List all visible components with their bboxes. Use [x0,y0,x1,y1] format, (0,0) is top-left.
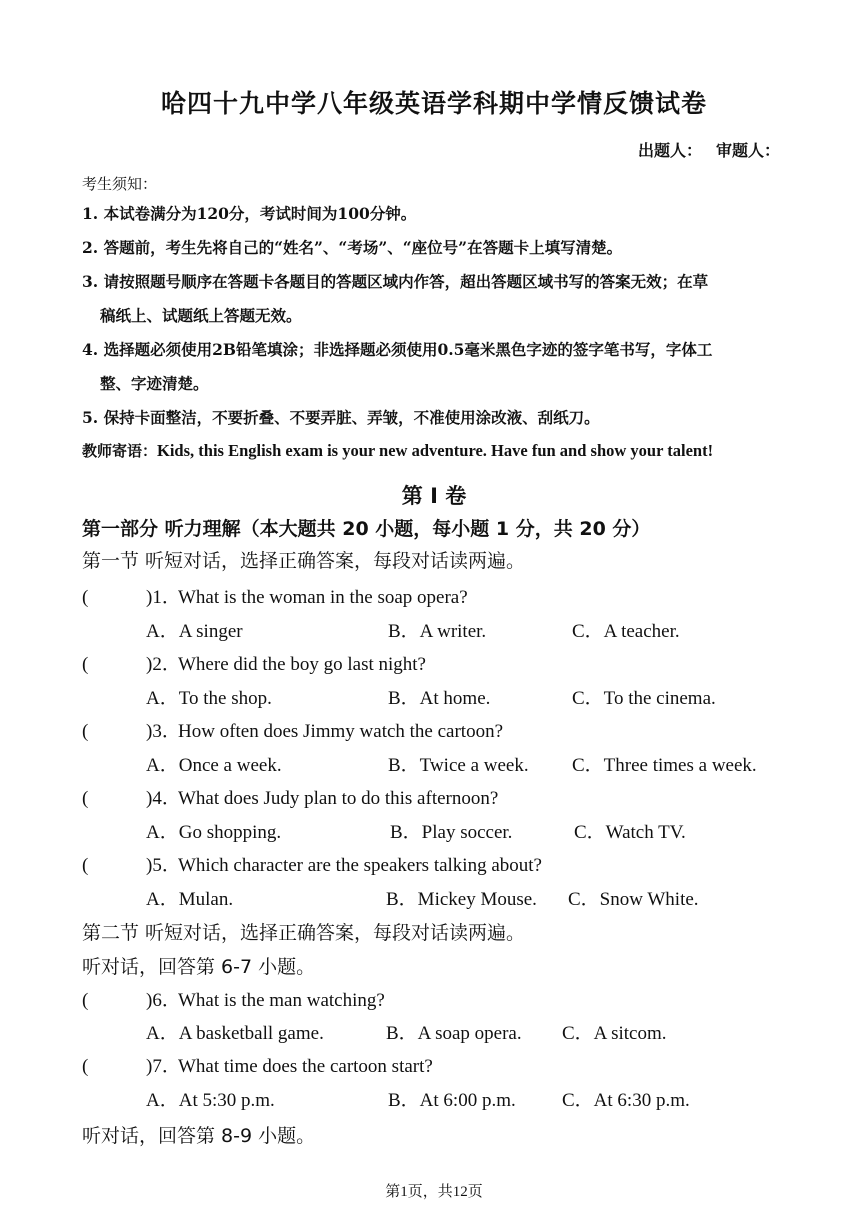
rule-text: 4. 选择题必须使用2B铅笔填涂；非选择题必须使用0.5毫米黑色字迹的签字笔书写，字体工 [82,340,713,359]
option-c: C．At 6:30 p.m. [562,1090,690,1111]
option-b: B．A writer. [388,621,487,642]
option-c: C．A teacher. [572,621,680,642]
option-c: C．A sitcom. [562,1023,667,1044]
rule-text: 5. 保持卡面整洁，不要折叠、不要弄脏、弄皱，不准使用涂改液、刮纸刀。 [82,408,600,427]
option-b: B．At home. [388,688,491,709]
option-a: A．Once a week. [146,755,282,776]
question-text: How often does Jimmy watch the cartoon? [178,721,504,742]
volume-heading: 第 I 卷 [401,484,467,508]
question-number: )3． [146,721,181,742]
question-5 [82,850,542,877]
teacher-label: 教师寄语： [82,442,158,460]
answer-blank[interactable]: ( [82,855,89,876]
option-b: B．A soap opera. [386,1023,522,1044]
answer-blank[interactable]: ( [82,788,89,809]
answer-blank[interactable]: ( [82,721,89,742]
question-number: )1． [146,587,181,608]
subheading-6-7: 听对话，回答第 6-7 小题。 [82,956,316,978]
question-number: )6． [146,990,181,1011]
rule-1 [82,197,797,231]
rule-text: 3. 请按照题号顺序在答题卡各题目的答题区域内作答，超出答题区域书写的答案无效；在草 [82,272,709,291]
rule-3 [82,265,797,333]
rule-text: 1. 本试卷满分为120分，考试时间为100分钟。 [82,204,417,223]
rule-text: 2. 答题前，考生先将自己的“姓名”、“考场”、“座位号”在答题卡上填写清楚。 [82,238,623,257]
answer-blank[interactable]: ( [82,654,89,675]
rule-5 [82,401,797,435]
question-text: Where did the boy go last night? [178,654,426,675]
option-a: A．Mulan. [146,889,234,910]
option-b: B．Play soccer. [390,822,513,843]
question-text: What time does the cartoon start? [178,1056,433,1077]
question-number: )5． [146,855,181,876]
part-heading: 第一部分 听力理解（本大题共 20 小题，每小题 1 分，共 20 分） [82,518,651,540]
question-2 [82,649,426,676]
question-number: )2． [146,654,181,675]
subheading-8-9: 听对话，回答第 8-9 小题。 [82,1125,316,1147]
question-4 [82,783,498,810]
section-2-heading: 第二节 听短对话，选择正确答案，每段对话读两遍。 [82,922,526,944]
option-a: A．A basketball game. [146,1023,324,1044]
reviewer-label: 审题人： [715,141,780,160]
option-c: C．Watch TV. [574,822,686,843]
question-number: )7． [146,1056,181,1077]
question-7 [82,1051,433,1078]
question-text: What is the man watching? [178,990,385,1011]
teacher-message [82,440,713,461]
question-6 [82,985,385,1012]
option-b: B．Twice a week. [388,755,529,776]
question-text: What does Judy plan to do this afternoon? [178,788,499,809]
option-a: A．At 5:30 p.m. [146,1090,275,1111]
question-text: Which character are the speakers talking about? [178,855,542,876]
rule-2 [82,231,797,265]
option-c: C．To the cinema. [572,688,716,709]
page-title: 哈四十九中学八年级英语学科期中学情反馈试卷 [160,89,707,118]
notice-heading: 考生须知： [82,175,158,193]
answer-blank[interactable]: ( [82,990,89,1011]
question-number: )4． [146,788,181,809]
option-b: B．At 6:00 p.m. [388,1090,516,1111]
option-a: A．A singer [146,621,243,642]
question-1 [82,582,468,609]
author-line [638,138,780,161]
answer-blank[interactable]: ( [82,1056,89,1077]
option-a: A．Go shopping. [146,822,282,843]
option-b: B．Mickey Mouse. [386,889,537,910]
section-1-heading: 第一节 听短对话，选择正确答案，每段对话读两遍。 [82,550,526,572]
rule-continuation: 整、字迹清楚。 [100,374,209,393]
question-3 [82,716,503,743]
page-footer: 第1页，共12页 [385,1184,483,1200]
question-text: What is the woman in the soap opera? [178,587,468,608]
teacher-text: Kids, this English exam is your new adventure. Have fun and show your talent! [157,441,714,460]
setter-label: 出题人： [637,141,702,160]
option-c: C．Three times a week. [572,755,757,776]
rule-continuation: 稿纸上、试题纸上答题无效。 [100,306,302,325]
option-a: A．To the shop. [146,688,272,709]
answer-blank[interactable]: ( [82,587,89,608]
option-c: C．Snow White. [568,889,699,910]
rule-4 [82,333,797,401]
